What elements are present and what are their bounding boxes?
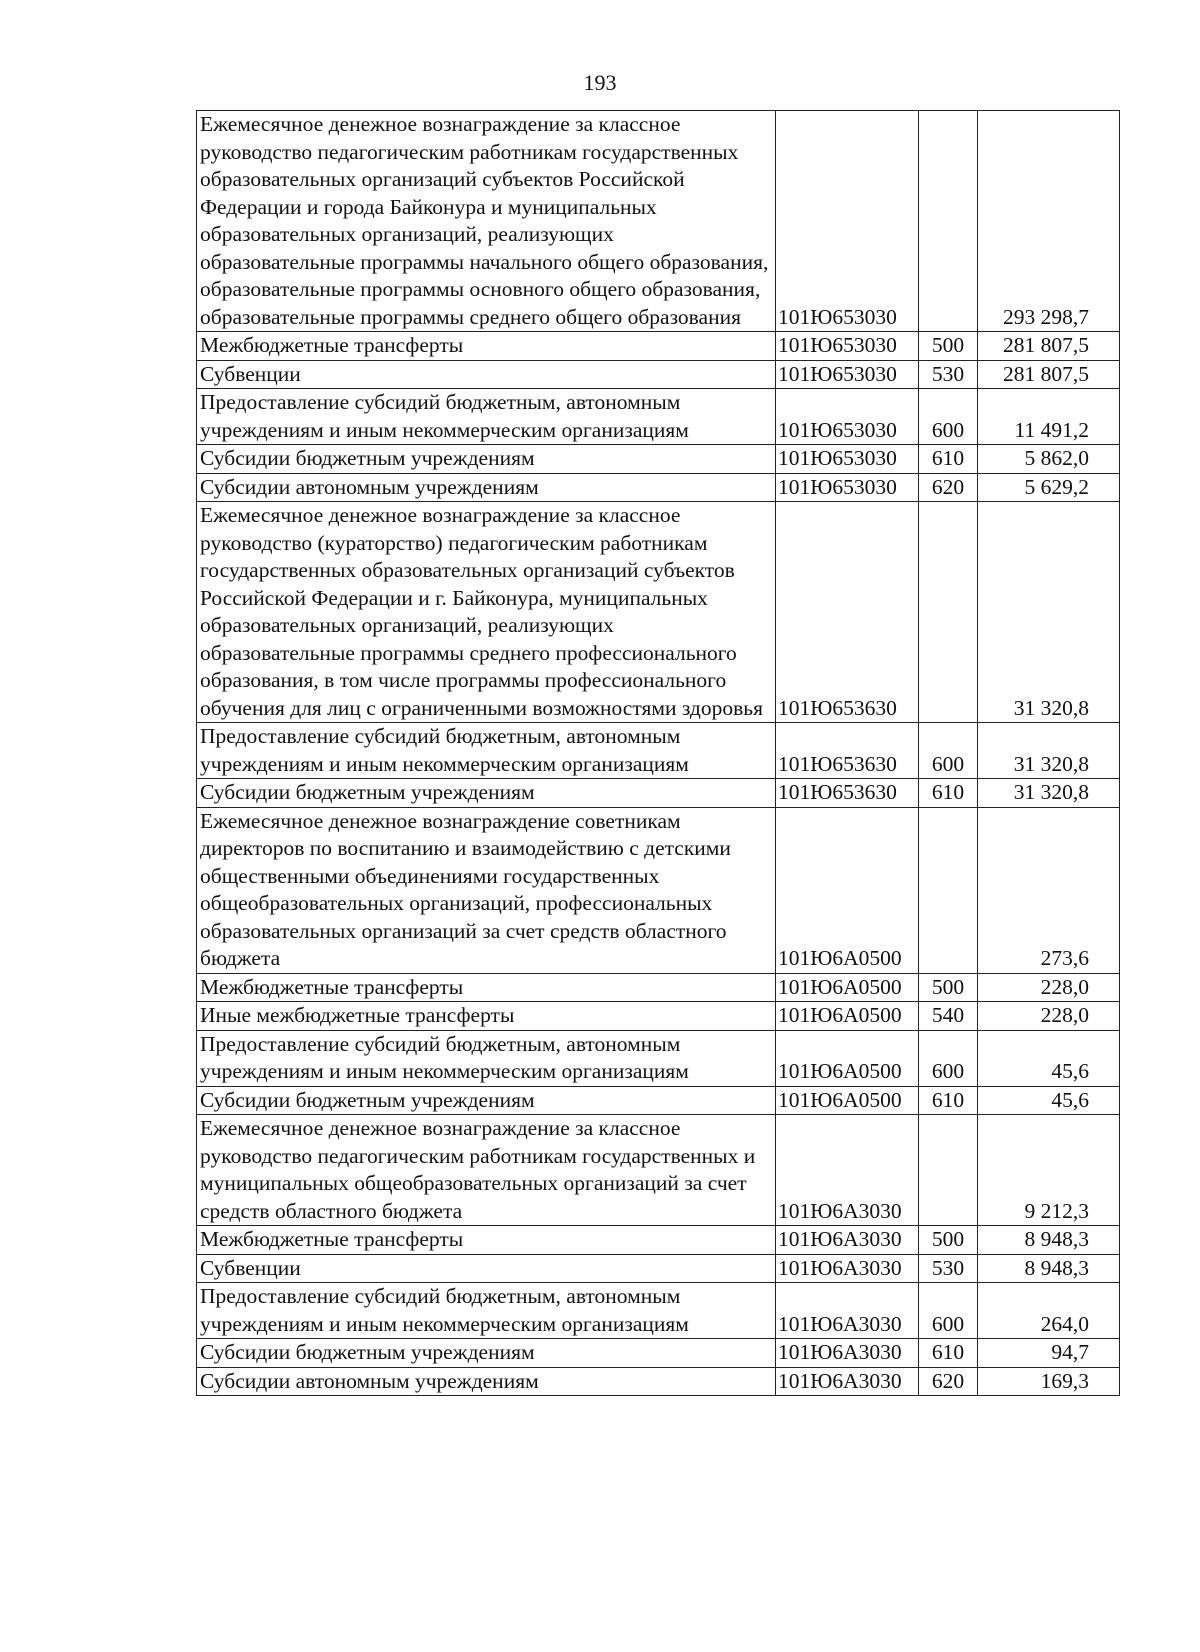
expense-type-cell: 500 (919, 332, 978, 361)
target-article-code-cell: 101Ю6А3030 (776, 1283, 919, 1339)
expense-name-cell: Субсидии автономным учреждениям (197, 473, 776, 502)
table-row (197, 1086, 1120, 1115)
target-article-code-cell: 101Ю6А3030 (776, 1254, 919, 1283)
expense-name-cell: Межбюджетные трансферты (197, 1226, 776, 1255)
table-row (197, 779, 1120, 808)
table-row (197, 502, 1120, 723)
table-row (197, 1339, 1120, 1368)
target-article-code-cell: 101Ю6А0500 (776, 1030, 919, 1086)
amount-cell: 31 320,8 (978, 723, 1120, 779)
amount-cell: 94,7 (978, 1339, 1120, 1368)
expense-type-cell: 600 (919, 723, 978, 779)
amount-cell: 169,3 (978, 1367, 1120, 1396)
expense-name-cell: Субсидии бюджетным учреждениям (197, 1086, 776, 1115)
amount-cell: 273,6 (978, 807, 1120, 973)
target-article-code-cell: 101Ю653630 (776, 779, 919, 808)
expense-name-cell: Субсидии бюджетным учреждениям (197, 1339, 776, 1368)
target-article-code-cell: 101Ю653030 (776, 111, 919, 332)
table-row (197, 723, 1120, 779)
expense-type-cell: 530 (919, 360, 978, 389)
expense-type-cell: 600 (919, 1283, 978, 1339)
target-article-code-cell: 101Ю6А0500 (776, 973, 919, 1002)
expense-type-cell: 610 (919, 1086, 978, 1115)
target-article-code-cell: 101Ю653630 (776, 723, 919, 779)
expense-name-cell: Субвенции (197, 360, 776, 389)
expense-type-cell (919, 502, 978, 723)
table-row (197, 1254, 1120, 1283)
expense-type-cell: 500 (919, 973, 978, 1002)
target-article-code-cell: 101Ю653030 (776, 360, 919, 389)
target-article-code-cell: 101Ю653630 (776, 502, 919, 723)
target-article-code-cell: 101Ю653030 (776, 332, 919, 361)
target-article-code-cell: 101Ю6А3030 (776, 1226, 919, 1255)
expense-name-cell: Предоставление субсидий бюджетным, автономным учреждениям и иным некоммерческим организациям (197, 1030, 776, 1086)
amount-cell: 5 629,2 (978, 473, 1120, 502)
target-article-code-cell: 101Ю6А0500 (776, 807, 919, 973)
table-row (197, 1226, 1120, 1255)
table-row (197, 360, 1120, 389)
table-row (197, 807, 1120, 973)
expense-type-cell: 610 (919, 779, 978, 808)
amount-cell: 31 320,8 (978, 779, 1120, 808)
expense-name-cell: Субсидии бюджетным учреждениям (197, 445, 776, 474)
expense-type-cell: 600 (919, 389, 978, 445)
expense-name-cell: Предоставление субсидий бюджетным, автономным учреждениям и иным некоммерческим организациям (197, 1283, 776, 1339)
expense-name-cell: Предоставление субсидий бюджетным, автономным учреждениям и иным некоммерческим организациям (197, 389, 776, 445)
target-article-code-cell: 101Ю6А3030 (776, 1367, 919, 1396)
expense-type-cell: 600 (919, 1030, 978, 1086)
expense-name-cell: Ежемесячное денежное вознаграждение за классное руководство педагогическим работникам государственных и муниципальных общеобразовательных организаций за счет средств областного бюджета (197, 1115, 776, 1226)
table-row (197, 1115, 1120, 1226)
amount-cell: 228,0 (978, 1002, 1120, 1031)
table-row (197, 1283, 1120, 1339)
expense-type-cell: 620 (919, 1367, 978, 1396)
table-row (197, 332, 1120, 361)
target-article-code-cell: 101Ю6А0500 (776, 1002, 919, 1031)
target-article-code-cell: 101Ю6А3030 (776, 1339, 919, 1368)
amount-cell: 45,6 (978, 1030, 1120, 1086)
expense-name-cell: Ежемесячное денежное вознаграждение советникам директоров по воспитанию и взаимодействию с детскими общественными объединениями государственных общеобразовательных организаций, профессиональных образовательных организаций за счет средств областного бюджета (197, 807, 776, 973)
table-row (197, 389, 1120, 445)
table-row (197, 1030, 1120, 1086)
expense-type-cell (919, 111, 978, 332)
expense-type-cell: 620 (919, 473, 978, 502)
amount-cell: 264,0 (978, 1283, 1120, 1339)
amount-cell: 8 948,3 (978, 1254, 1120, 1283)
target-article-code-cell: 101Ю6А3030 (776, 1115, 919, 1226)
amount-cell: 11 491,2 (978, 389, 1120, 445)
target-article-code-cell: 101Ю6А0500 (776, 1086, 919, 1115)
table-row (197, 445, 1120, 474)
amount-cell: 228,0 (978, 973, 1120, 1002)
target-article-code-cell: 101Ю653030 (776, 445, 919, 474)
expense-type-cell: 500 (919, 1226, 978, 1255)
expense-name-cell: Ежемесячное денежное вознаграждение за классное руководство (кураторство) педагогическим работникам государственных образовательных организаций субъектов Российской Федерации и г. Байконура, муниципальных образовательных организаций, реализующих образовательные программы среднего профессионального образования, в том числе программы профессионального обучения для лиц с ограниченными возможностями здоровья (197, 502, 776, 723)
expense-name-cell: Межбюджетные трансферты (197, 973, 776, 1002)
page-number: 193 (583, 70, 617, 95)
table-row (197, 111, 1120, 332)
amount-cell: 281 807,5 (978, 332, 1120, 361)
expense-type-cell: 610 (919, 445, 978, 474)
amount-cell: 5 862,0 (978, 445, 1120, 474)
expense-name-cell: Иные межбюджетные трансферты (197, 1002, 776, 1031)
expense-name-cell: Предоставление субсидий бюджетным, автономным учреждениям и иным некоммерческим организациям (197, 723, 776, 779)
expense-type-cell (919, 807, 978, 973)
target-article-code-cell: 101Ю653030 (776, 473, 919, 502)
table-row (197, 1002, 1120, 1031)
expense-type-cell: 540 (919, 1002, 978, 1031)
expense-name-cell: Субвенции (197, 1254, 776, 1283)
expense-name-cell: Межбюджетные трансферты (197, 332, 776, 361)
amount-cell: 45,6 (978, 1086, 1120, 1115)
budget-table (196, 110, 1120, 1396)
amount-cell: 31 320,8 (978, 502, 1120, 723)
amount-cell: 8 948,3 (978, 1226, 1120, 1255)
amount-cell: 293 298,7 (978, 111, 1120, 332)
table-row (197, 473, 1120, 502)
amount-cell: 9 212,3 (978, 1115, 1120, 1226)
expense-type-cell: 530 (919, 1254, 978, 1283)
expense-name-cell: Ежемесячное денежное вознаграждение за классное руководство педагогическим работникам государственных образовательных организаций субъектов Российской Федерации и города Байконура и муниципальных образовательных организаций, реализующих образовательные программы начального общего образования, образовательные программы основного общего образования, образовательные программы среднего общего образования (197, 111, 776, 332)
target-article-code-cell: 101Ю653030 (776, 389, 919, 445)
expense-type-cell (919, 1115, 978, 1226)
amount-cell: 281 807,5 (978, 360, 1120, 389)
expense-type-cell: 610 (919, 1339, 978, 1368)
budget-table-body (197, 111, 1120, 1396)
expense-name-cell: Субсидии автономным учреждениям (197, 1367, 776, 1396)
table-row (197, 1367, 1120, 1396)
expense-name-cell: Субсидии бюджетным учреждениям (197, 779, 776, 808)
table-row (197, 973, 1120, 1002)
